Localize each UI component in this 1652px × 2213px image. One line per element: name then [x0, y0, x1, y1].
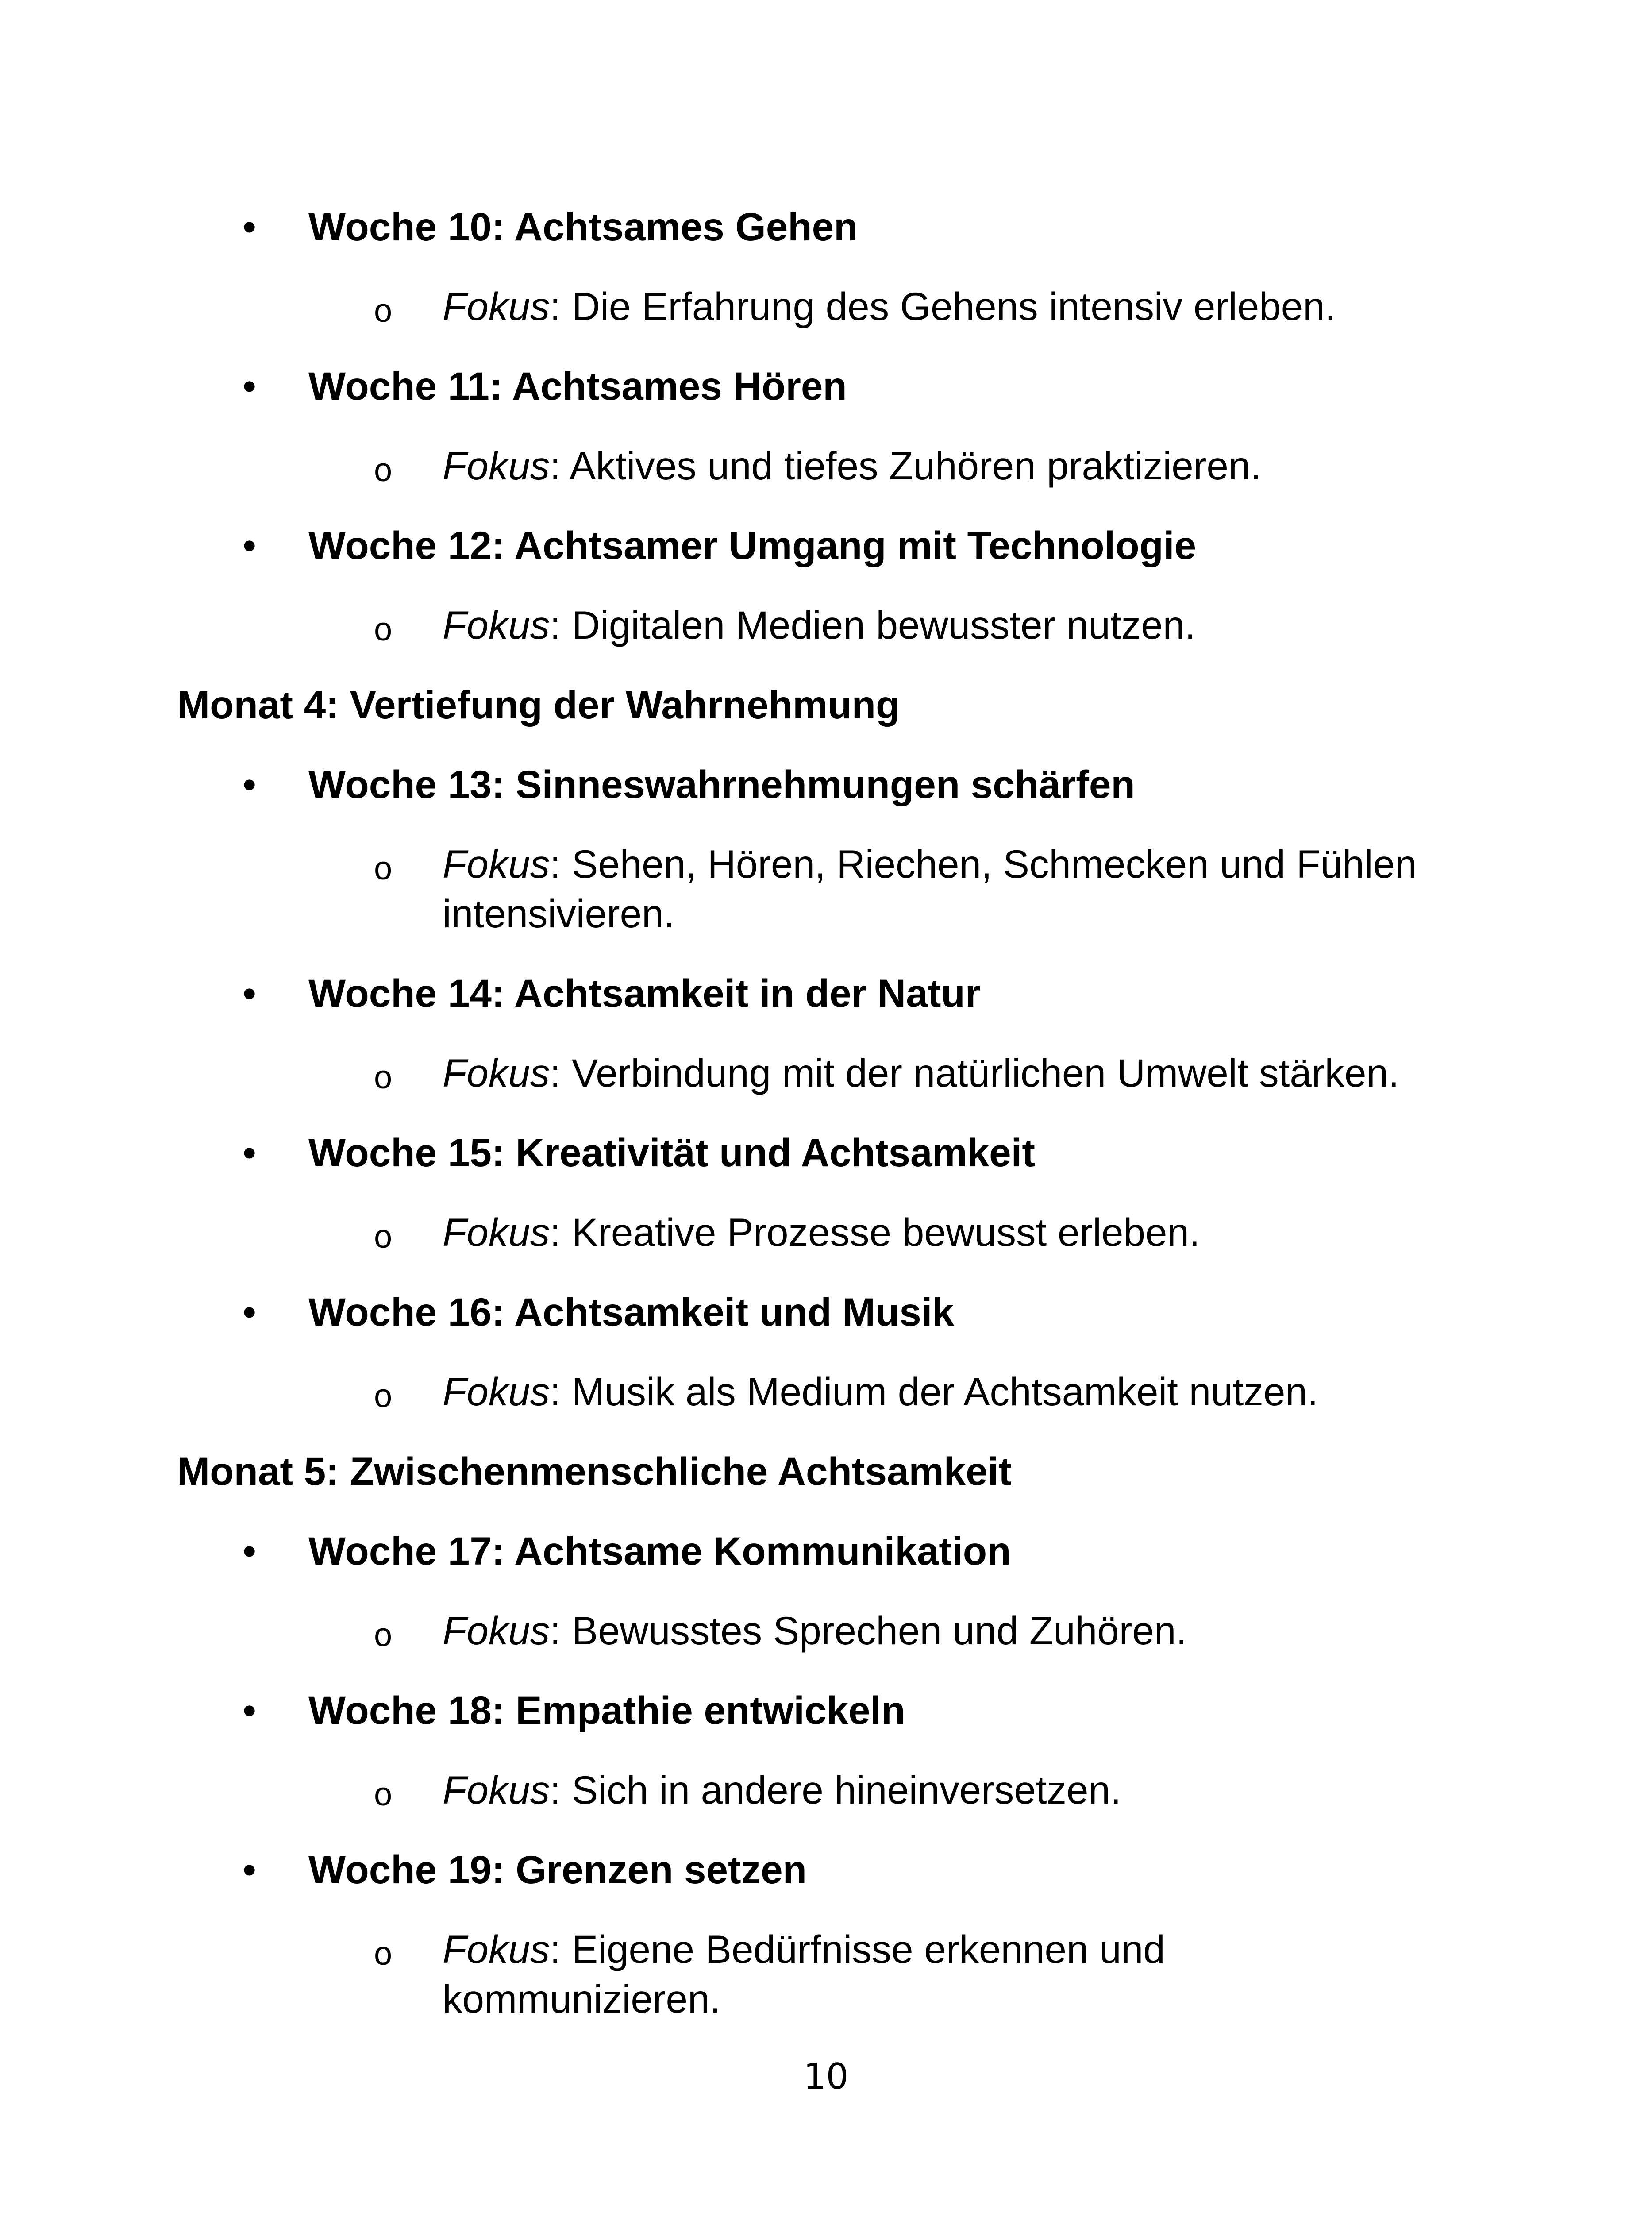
- week-heading: Woche 19: Grenzen setzen: [308, 1847, 807, 1892]
- sub-bullet-icon: [374, 286, 392, 335]
- week-heading: Woche 11: Achtsames Hören: [308, 364, 847, 408]
- focus-description: : Die Erfahrung des Gehens intensiv erleben.: [550, 284, 1336, 328]
- focus-label: Fokus: [443, 284, 550, 328]
- focus-label: Fokus: [443, 842, 550, 886]
- focus-text: [443, 1606, 1187, 1655]
- focus-text: [443, 1048, 1399, 1098]
- focus-text: [443, 839, 1417, 889]
- focus-label: Fokus: [443, 603, 550, 647]
- focus-description: kommunizieren.: [443, 1977, 721, 2021]
- week-heading: Woche 14: Achtsamkeit in der Natur: [308, 971, 981, 1015]
- focus-label: Fokus: [443, 1927, 550, 1971]
- focus-text: [443, 1367, 1318, 1416]
- sub-bullet-icon: [374, 445, 392, 495]
- focus-label: Fokus: [443, 1210, 550, 1254]
- week-heading: Woche 18: Empathie entwickeln: [308, 1688, 905, 1732]
- bullet-icon: [243, 1287, 256, 1337]
- bullet-icon: [243, 1128, 256, 1177]
- bullet-icon: [243, 1845, 256, 1894]
- focus-description: intensivieren.: [443, 891, 675, 936]
- focus-text: [443, 1207, 1200, 1257]
- focus-label: Fokus: [443, 1369, 550, 1414]
- focus-text: [443, 441, 1261, 490]
- focus-label: Fokus: [443, 1608, 550, 1653]
- bullet-icon: [243, 520, 256, 570]
- month-heading: Monat 4: Vertiefung der Wahrnehmung: [177, 682, 900, 727]
- sub-bullet-icon: [374, 1371, 392, 1421]
- focus-text: [443, 1924, 1165, 1974]
- sub-bullet-icon: [374, 1770, 392, 1819]
- focus-description: : Kreative Prozesse bewusst erleben.: [550, 1210, 1200, 1254]
- week-heading: Woche 15: Kreativität und Achtsamkeit: [308, 1130, 1035, 1175]
- sub-bullet-icon: [374, 1212, 392, 1261]
- focus-text: [443, 600, 1196, 650]
- bullet-icon: [243, 1526, 256, 1576]
- focus-description: : Aktives und tiefes Zuhören praktizieren.: [550, 443, 1262, 488]
- sub-bullet-icon: [374, 1053, 392, 1102]
- month-heading: Monat 5: Zwischenmenschliche Achtsamkeit: [177, 1449, 1012, 1493]
- focus-description: : Sehen, Hören, Riechen, Schmecken und Fühlen: [550, 842, 1417, 886]
- bullet-icon: [243, 968, 256, 1018]
- focus-description: : Musik als Medium der Achtsamkeit nutzen.: [550, 1369, 1318, 1414]
- focus-label: Fokus: [443, 443, 550, 488]
- sub-bullet-icon: [374, 844, 392, 893]
- focus-description: : Verbindung mit der natürlichen Umwelt stärken.: [550, 1051, 1399, 1095]
- sub-bullet-icon: [374, 1610, 392, 1660]
- sub-bullet-icon: [374, 605, 392, 654]
- focus-label: Fokus: [443, 1051, 550, 1095]
- bullet-icon: [243, 361, 256, 411]
- sub-bullet-icon: [374, 1929, 392, 1978]
- focus-label: Fokus: [443, 1768, 550, 1812]
- focus-description: : Eigene Bedürfnisse erkennen und: [550, 1927, 1165, 1971]
- focus-text-continuation: [443, 1974, 720, 2024]
- bullet-icon: [243, 202, 256, 251]
- bullet-icon: [243, 760, 256, 809]
- week-heading: Woche 16: Achtsamkeit und Musik: [308, 1290, 954, 1334]
- week-heading: Woche 17: Achtsame Kommunikation: [308, 1529, 1011, 1573]
- week-heading: Woche 12: Achtsamer Umgang mit Technologie: [308, 523, 1197, 567]
- focus-text: [443, 281, 1336, 331]
- focus-description: : Sich in andere hineinversetzen.: [550, 1768, 1121, 1812]
- focus-text: [443, 1765, 1121, 1815]
- bullet-icon: [243, 1685, 256, 1735]
- focus-text-continuation: [443, 889, 674, 938]
- week-heading: Woche 10: Achtsames Gehen: [308, 204, 858, 249]
- page-number: 10: [803, 2056, 849, 2097]
- focus-description: : Bewusstes Sprechen und Zuhören.: [550, 1608, 1187, 1653]
- week-heading: Woche 13: Sinneswahrnehmungen schärfen: [308, 762, 1135, 806]
- focus-description: : Digitalen Medien bewusster nutzen.: [550, 603, 1196, 647]
